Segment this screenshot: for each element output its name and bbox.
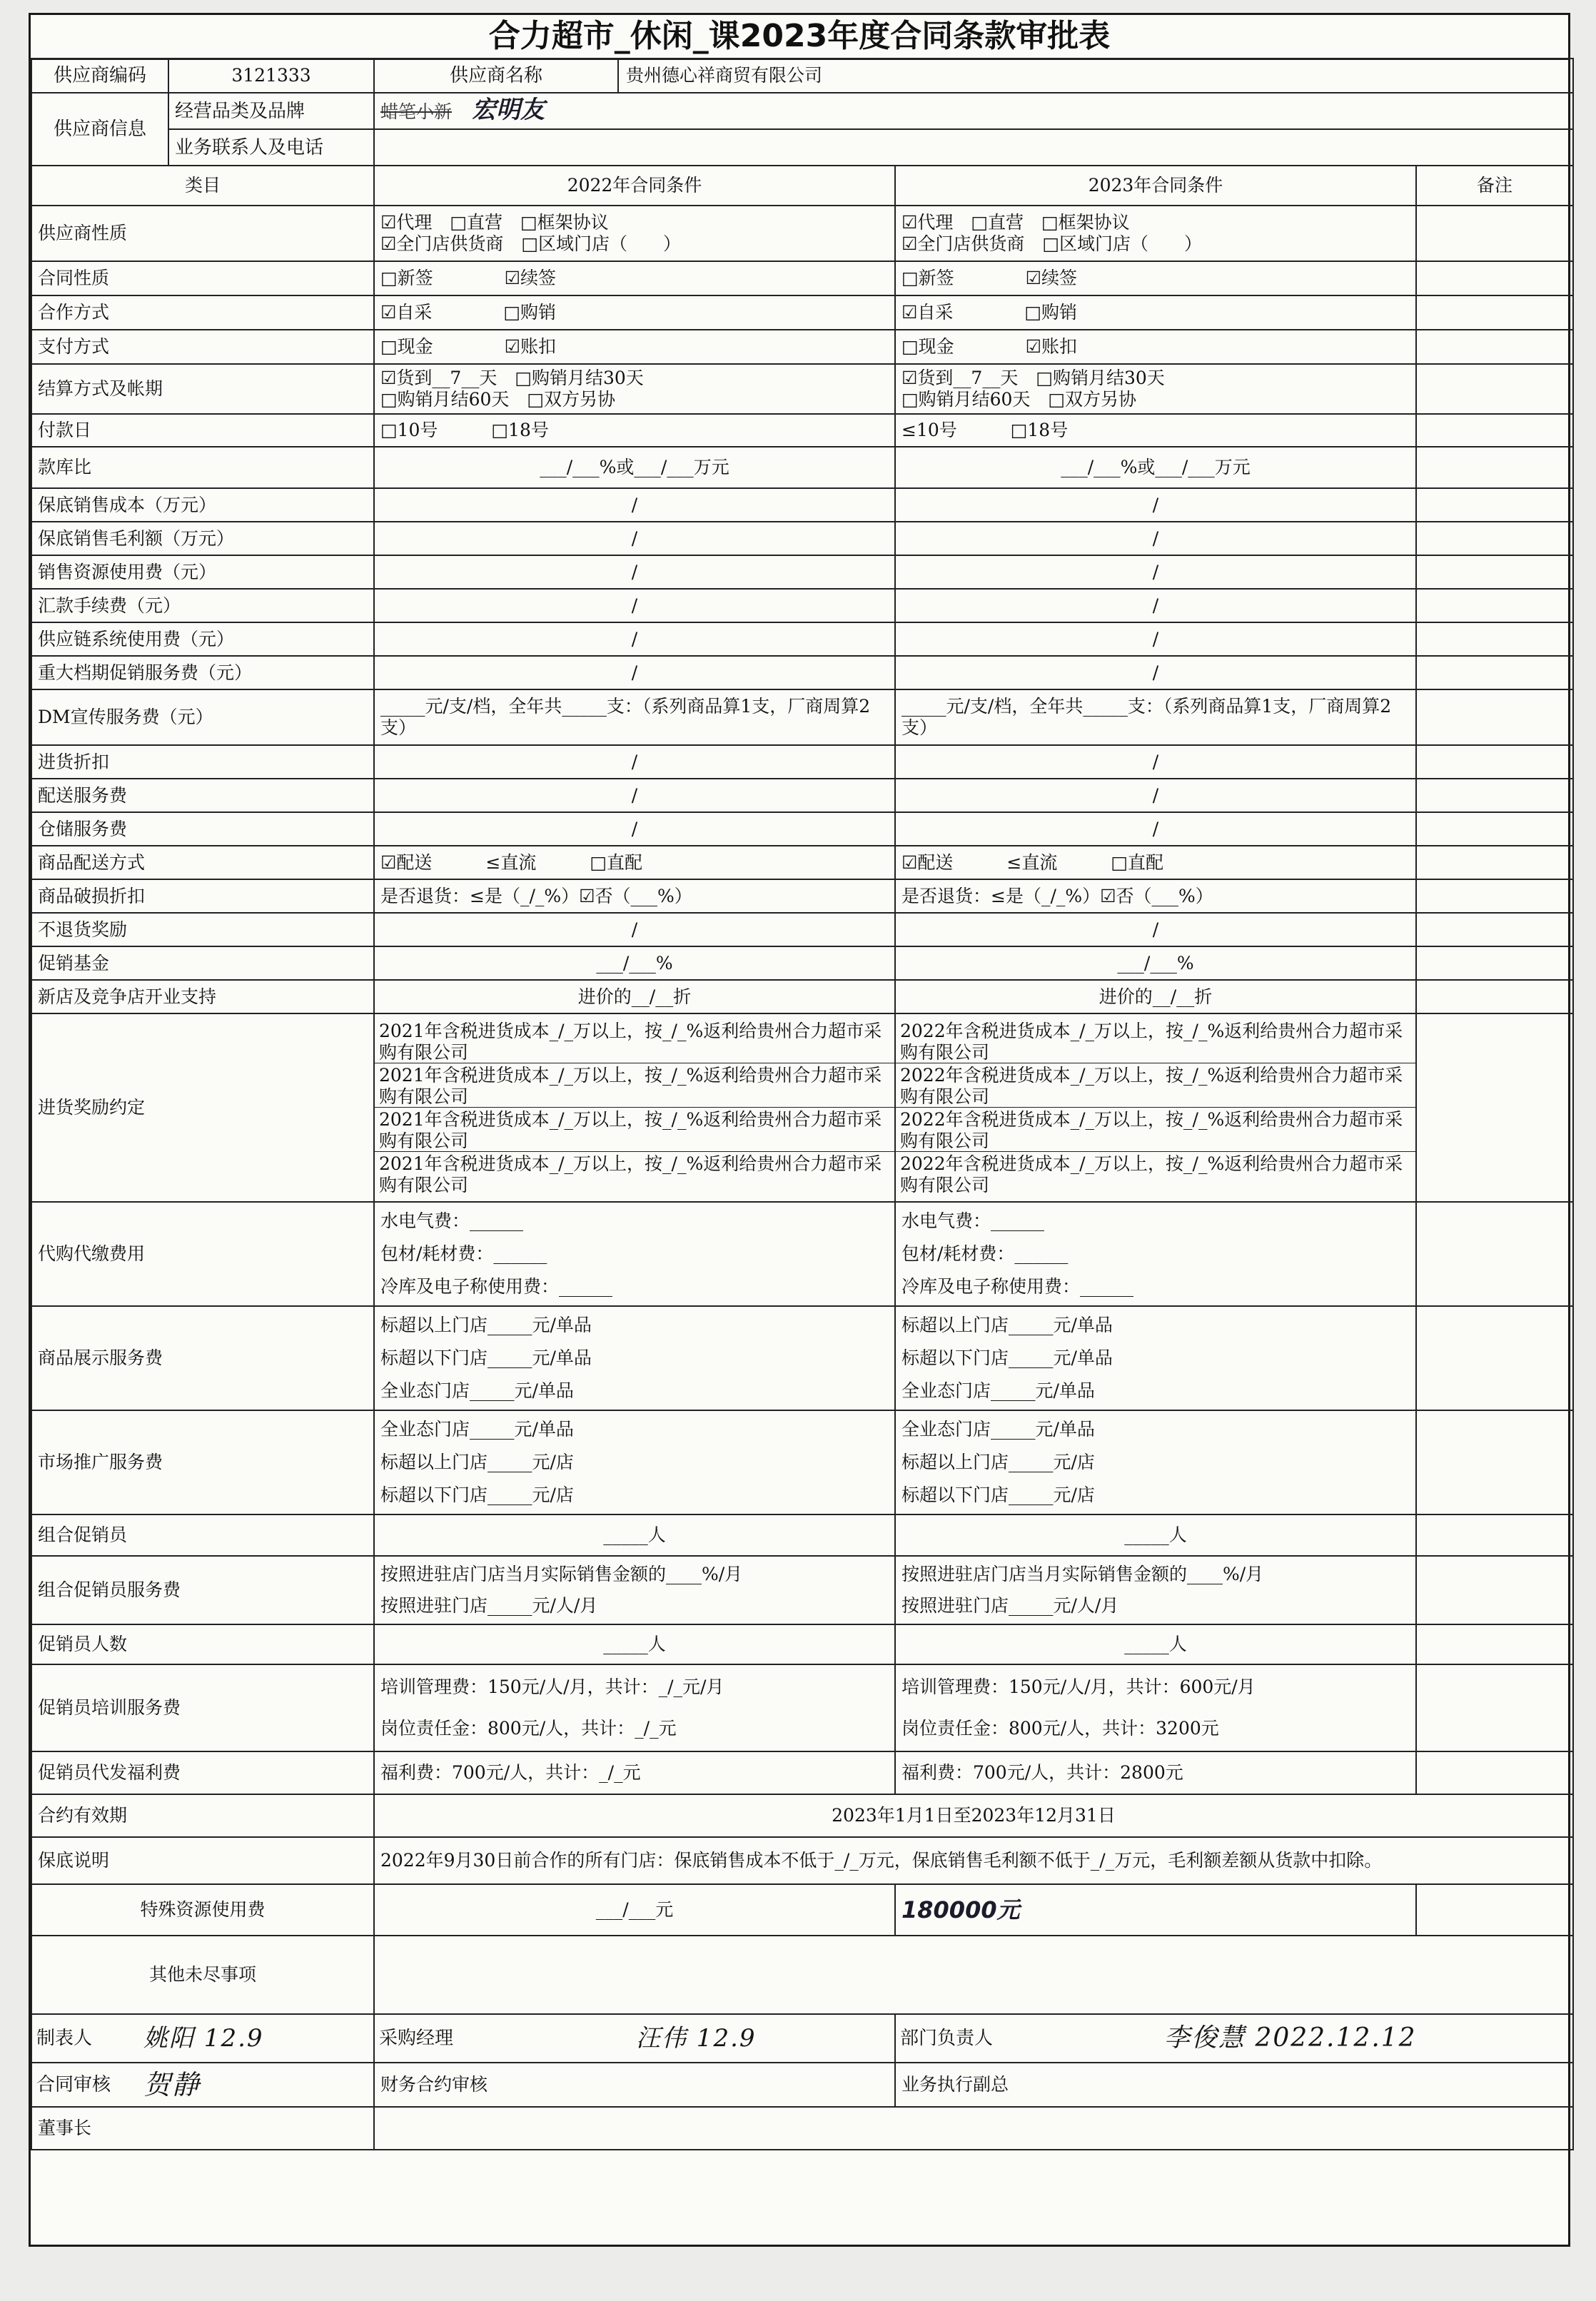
row-signatures-2	[31, 2063, 1573, 2107]
row-proxy-fee	[31, 1202, 1573, 1306]
label-sc-fee: 供应链系统使用费（元）	[31, 622, 374, 656]
label-group-promoter-fee: 组合促销员服务费	[31, 1556, 374, 1624]
label-coop: 合作方式	[31, 295, 374, 330]
finance-label: 财务合约审核	[374, 2063, 895, 2107]
label-discount: 进货折扣	[31, 745, 374, 779]
coop-2023: ☑自采 □购销	[895, 295, 1416, 330]
sc-fee-2023: /	[895, 622, 1416, 656]
label-pay-day: 付款日	[31, 414, 374, 447]
pay-day-2022: □10号 □18号	[374, 414, 895, 447]
group-promoter-fee-2023-line: 按照进驻门店_____元/人/月	[901, 1595, 1119, 1616]
row-res-fee	[31, 555, 1573, 589]
display-fee-2022-line: 全业态门店_____元/单品	[380, 1380, 574, 1401]
pay-method-2023: □现金 ☑账扣	[895, 330, 1416, 364]
min-cost-2022: /	[374, 488, 895, 522]
rebate-2022-line: 2021年含税进货成本_/_万以上，按_/_%返利给贵州合力超市采购有限公司	[375, 1019, 894, 1063]
label-min-cost: 保底销售成本（万元）	[31, 488, 374, 522]
discount-2023: /	[895, 745, 1416, 779]
row-remit-fee	[31, 589, 1573, 622]
proxy-fee-2023-line: 水电气费：______	[901, 1210, 1045, 1231]
label-res-fee: 销售资源使用费（元）	[31, 555, 374, 589]
row-discount	[31, 745, 1573, 779]
row-promo-fund	[31, 946, 1573, 980]
stock-ratio-2022: ___/___%或___/___万元	[374, 447, 895, 488]
group-promoter-2023: _____人	[895, 1514, 1416, 1556]
row-dm-fee	[31, 689, 1573, 745]
label-validity: 合约有效期	[31, 1794, 374, 1837]
pay-day-2023: ≤10号 □18号	[895, 414, 1416, 447]
delivery-mode-2023: ☑配送 ≤直流 □直配	[895, 846, 1416, 879]
nature-2022	[374, 206, 895, 261]
label-special-fee: 特殊资源使用费	[31, 1884, 374, 1936]
other-value	[374, 1936, 1573, 2014]
label-promoter-count: 促销员人数	[31, 1624, 374, 1664]
review-label: 合同审核	[36, 2074, 111, 2095]
market-fee-2023-line: 标超以下门店_____元/店	[901, 1485, 1095, 1505]
row-promo-fee	[31, 656, 1573, 689]
no-return-2023: /	[895, 913, 1416, 946]
rebate-2022-line: 2021年含税进货成本_/_万以上，按_/_%返利给贵州合力超市采购有限公司	[375, 1108, 894, 1152]
damage-2023: 是否退货：≤是（_/_%）☑否（___%）	[895, 879, 1416, 913]
settle-2022-line1: ☑货到__7__天 □购销月结30天	[380, 368, 644, 388]
row-group-promoter-fee	[31, 1556, 1573, 1624]
row-welfare-fee	[31, 1751, 1573, 1794]
form-title: 合力超市_休闲_课2023年度合同条款审批表	[31, 15, 1568, 60]
label-storage-fee: 仓储服务费	[31, 812, 374, 846]
row-pay-day	[31, 414, 1573, 447]
label-delivery-fee: 配送服务费	[31, 779, 374, 812]
market-fee-2022	[374, 1410, 895, 1514]
training-fee-2022-line: 岗位责任金：800元/人，共计：_/_元	[380, 1718, 677, 1739]
label-delivery-mode: 商品配送方式	[31, 846, 374, 879]
group-promoter-fee-2023-line: 按照进驻店门店当月实际销售金额的____%/月	[901, 1564, 1264, 1584]
welfare-fee-2023: 福利费：700元/人，共计：2800元	[895, 1751, 1416, 1794]
promoter-count-2022: _____人	[374, 1624, 895, 1664]
proxy-fee-2023	[895, 1202, 1416, 1306]
label-remit-fee: 汇款手续费（元）	[31, 589, 374, 622]
row-training-fee	[31, 1664, 1573, 1751]
training-fee-2022-line: 培训管理费：150元/人/月，共计：_/_元/月	[380, 1677, 724, 1697]
settle-2022-line2: □购销月结60天 □双方另协	[380, 389, 616, 410]
contact-label: 业务联系人及电话	[175, 136, 324, 158]
market-fee-2023-line: 标超以上门店_____元/店	[901, 1452, 1095, 1472]
contract-nature-2023: □新签 ☑续签	[895, 261, 1416, 295]
form-table	[31, 58, 1574, 2150]
dept-signature: 李俊慧 2022.12.12	[1164, 2023, 1417, 2053]
nature-2023-line1: ☑代理 □直营 □框架协议	[901, 212, 1130, 233]
min-cost-2023: /	[895, 488, 1416, 522]
approval-form	[29, 13, 1570, 2247]
special-fee-2022: ___/___元	[374, 1884, 895, 1936]
res-fee-2023: /	[895, 555, 1416, 589]
training-fee-2023-line: 培训管理费：150元/人/月，共计：600元/月	[901, 1677, 1256, 1697]
pay-method-2022: □现金 ☑账扣	[374, 330, 895, 364]
review-signature: 贺静	[143, 2069, 201, 2100]
display-fee-2022	[374, 1306, 895, 1410]
row-pay-method	[31, 330, 1573, 364]
label-rebate: 进货奖励约定	[31, 1013, 374, 1202]
row-min-cost	[31, 488, 1573, 522]
chairman-value	[374, 2107, 1573, 2150]
row-nature	[31, 206, 1573, 261]
label-promo-fee: 重大档期促销服务费（元）	[31, 656, 374, 689]
discount-2022: /	[374, 745, 895, 779]
buyer-label: 采购经理	[379, 2028, 454, 2049]
proxy-fee-2022-line: 水电气费：______	[380, 1210, 524, 1231]
promoter-count-2023: _____人	[895, 1624, 1416, 1664]
storage-fee-2023: /	[895, 812, 1416, 846]
damage-2022: 是否退货：≤是（_/_%）☑否（___%）	[374, 879, 895, 913]
label-damage: 商品破损折扣	[31, 879, 374, 913]
rebate-2022-line: 2021年含税进货成本_/_万以上，按_/_%返利给贵州合力超市采购有限公司	[379, 1153, 882, 1195]
label-min-margin: 保底销售毛利额（万元）	[31, 522, 374, 555]
row-coop	[31, 295, 1573, 330]
row-delivery-mode	[31, 846, 1573, 879]
special-fee-2023: 180000元	[895, 1884, 1416, 1936]
proxy-fee-2022-line: 包材/耗材费：______	[380, 1243, 547, 1264]
row-no-return	[31, 913, 1573, 946]
market-fee-2022-line: 标超以下门店_____元/店	[380, 1485, 574, 1505]
row-display-fee	[31, 1306, 1573, 1410]
label-contract-nature: 合同性质	[31, 261, 374, 295]
label-group-promoter: 组合促销员	[31, 1514, 374, 1556]
remit-fee-2022: /	[374, 589, 895, 622]
supplier-code-value: 3121333	[168, 59, 373, 92]
supplier-code-row	[31, 59, 1573, 93]
proxy-fee-2023-line: 冷库及电子称使用费：______	[901, 1276, 1134, 1297]
remit-fee-2023: /	[895, 589, 1416, 622]
market-fee-2023-line: 全业态门店_____元/单品	[901, 1419, 1095, 1440]
training-fee-2022	[374, 1664, 895, 1751]
no-return-2022: /	[374, 913, 895, 946]
delivery-fee-2022: /	[374, 779, 895, 812]
new-store-2023: 进价的__/__折	[895, 980, 1416, 1013]
label-training-fee: 促销员培训服务费	[31, 1664, 374, 1751]
display-fee-2023-line: 标超以上门店_____元/单品	[901, 1315, 1113, 1335]
row-group-promoter	[31, 1514, 1573, 1556]
promo-fee-2023: /	[895, 656, 1416, 689]
display-fee-2022-line: 标超以上门店_____元/单品	[380, 1315, 592, 1335]
stock-ratio-2023: ___/___%或___/___万元	[895, 447, 1416, 488]
display-fee-2022-line: 标超以下门店_____元/单品	[380, 1347, 592, 1368]
settle-2023-line2: □购销月结60天 □双方另协	[901, 389, 1137, 410]
contact-value	[374, 129, 1573, 166]
dm-fee-2023: _____元/支/档，全年共_____支：（系列商品算1支，厂商周算2支）	[895, 689, 1416, 745]
category-header: 类目	[31, 166, 374, 206]
maker-signature: 姚阳 12.9	[143, 2024, 264, 2053]
guarantee-value: 2022年9月30日前合作的所有门店：保底销售成本不低于_/_万元，保底销售毛利额不低于_/_万元，毛利额差额从货款中扣除。	[374, 1837, 1573, 1884]
supplier-info-label: 供应商信息	[53, 118, 146, 140]
category-struck-text: 蜡笔小新	[380, 101, 453, 122]
coop-2022: ☑自采 □购销	[374, 295, 895, 330]
vp-label: 业务执行副总	[895, 2063, 1573, 2107]
contract-nature-2022: □新签 ☑续签	[374, 261, 895, 295]
nature-2023-line2: ☑全门店供货商 □区域门店（ ）	[901, 233, 1203, 254]
row-storage-fee	[31, 812, 1573, 846]
category-handwritten: 宏明友	[471, 96, 545, 124]
supplier-code-label: 供应商编码	[53, 65, 146, 86]
label-stock-ratio: 款库比	[31, 447, 374, 488]
delivery-fee-2023: /	[895, 779, 1416, 812]
nature-2022-line1: ☑代理 □直营 □框架协议	[380, 212, 609, 233]
group-promoter-2022: _____人	[374, 1514, 895, 1556]
label-proxy-fee: 代购代缴费用	[31, 1202, 374, 1306]
dept-label: 部门负责人	[900, 2028, 994, 2049]
row-delivery-fee	[31, 779, 1573, 812]
promo-fund-2022: ___/___%	[374, 946, 895, 980]
row-settle	[31, 364, 1573, 414]
rebate-2023-line: 2022年含税进货成本_/_万以上，按_/_%返利给贵州合力超市采购有限公司	[896, 1063, 1415, 1108]
label-nature: 供应商性质	[31, 206, 374, 261]
new-store-2022: 进价的__/__折	[374, 980, 895, 1013]
row-rebate	[31, 1013, 1573, 1202]
label-dm-fee: DM宣传服务费（元）	[31, 689, 374, 745]
promo-fund-2023: ___/___%	[895, 946, 1416, 980]
row-promoter-count	[31, 1624, 1573, 1664]
nature-2023	[895, 206, 1416, 261]
min-margin-2023: /	[895, 522, 1416, 555]
label-pay-method: 支付方式	[31, 330, 374, 364]
delivery-mode-2022: ☑配送 ≤直流 □直配	[374, 846, 895, 879]
row-contract-nature	[31, 261, 1573, 295]
display-fee-2023	[895, 1306, 1416, 1410]
row-min-margin	[31, 522, 1573, 555]
rebate-2023-line: 2022年含税进货成本_/_万以上，按_/_%返利给贵州合力超市采购有限公司	[896, 1108, 1415, 1152]
label-promo-fund: 促销基金	[31, 946, 374, 980]
chairman-label: 董事长	[31, 2107, 374, 2150]
market-fee-2023	[895, 1410, 1416, 1514]
label-market-fee: 市场推广服务费	[31, 1410, 374, 1514]
row-guarantee	[31, 1837, 1573, 1884]
settle-2023-line1: ☑货到__7__天 □购销月结30天	[901, 368, 1165, 388]
supplier-name-label: 供应商名称	[449, 65, 542, 86]
label-new-store: 新店及竞争店开业支持	[31, 980, 374, 1013]
settle-2023	[895, 364, 1416, 414]
supplier-category-row	[31, 93, 1573, 129]
group-promoter-fee-2022-line: 按照进驻店门店当月实际销售金额的____%/月	[380, 1564, 743, 1584]
group-promoter-fee-2023	[895, 1556, 1416, 1624]
row-market-fee	[31, 1410, 1573, 1514]
rebate-2023-line: 2022年含税进货成本_/_万以上，按_/_%返利给贵州合力超市采购有限公司	[900, 1153, 1403, 1195]
proxy-fee-2022-line: 冷库及电子称使用费：______	[380, 1276, 613, 1297]
min-margin-2022: /	[374, 522, 895, 555]
proxy-fee-2022	[374, 1202, 895, 1306]
proxy-fee-2023-line: 包材/耗材费：______	[901, 1243, 1069, 1264]
maker-label: 制表人	[36, 2028, 93, 2049]
label-settle: 结算方式及帐期	[31, 364, 374, 414]
header-remark: 备注	[1416, 166, 1573, 206]
dm-fee-2022: _____元/支/档，全年共_____支：（系列商品算1支，厂商周算2支）	[374, 689, 895, 745]
row-special-fee	[31, 1884, 1573, 1936]
market-fee-2022-line: 标超以上门店_____元/店	[380, 1452, 574, 1472]
header-row	[31, 166, 1573, 206]
row-stock-ratio	[31, 447, 1573, 488]
validity-value: 2023年1月1日至2023年12月31日	[374, 1794, 1573, 1837]
header-2022: 2022年合同条件	[374, 166, 895, 206]
rebate-2022-line: 2021年含税进货成本_/_万以上，按_/_%返利给贵州合力超市采购有限公司	[375, 1063, 894, 1108]
display-fee-2023-line: 标超以下门店_____元/单品	[901, 1347, 1113, 1368]
storage-fee-2022: /	[374, 812, 895, 846]
row-new-store	[31, 980, 1573, 1013]
promo-fee-2022: /	[374, 656, 895, 689]
buyer-signature: 汪伟 12.9	[636, 2024, 757, 2053]
group-promoter-fee-2022-line: 按照进驻门店_____元/人/月	[380, 1595, 598, 1616]
label-no-return: 不退货奖励	[31, 913, 374, 946]
label-guarantee: 保底说明	[31, 1837, 374, 1884]
label-display-fee: 商品展示服务费	[31, 1306, 374, 1410]
settle-2022	[374, 364, 895, 414]
res-fee-2022: /	[374, 555, 895, 589]
row-signatures-1	[31, 2014, 1573, 2063]
display-fee-2023-line: 全业态门店_____元/单品	[901, 1380, 1095, 1401]
row-sc-fee	[31, 622, 1573, 656]
label-welfare-fee: 促销员代发福利费	[31, 1751, 374, 1794]
nature-2022-line2: ☑全门店供货商 □区域门店（ ）	[380, 233, 682, 254]
training-fee-2023-line: 岗位责任金：800元/人，共计：3200元	[901, 1718, 1219, 1739]
header-2023: 2023年合同条件	[895, 166, 1416, 206]
rebate-2023	[895, 1013, 1416, 1202]
category-brand-label: 经营品类及品牌	[169, 93, 373, 130]
sc-fee-2022: /	[374, 622, 895, 656]
group-promoter-fee-2022	[374, 1556, 895, 1624]
supplier-name-value: 贵州德心祥商贸有限公司	[617, 59, 1572, 92]
welfare-fee-2022: 福利费：700元/人，共计：_/_元	[374, 1751, 895, 1794]
label-other: 其他未尽事项	[31, 1936, 374, 2014]
row-signatures-3	[31, 2107, 1573, 2150]
rebate-2022	[374, 1013, 895, 1202]
row-validity	[31, 1794, 1573, 1837]
rebate-2023-line: 2022年含税进货成本_/_万以上，按_/_%返利给贵州合力超市采购有限公司	[896, 1019, 1415, 1063]
row-damage	[31, 879, 1573, 913]
market-fee-2022-line: 全业态门店_____元/单品	[380, 1419, 574, 1440]
training-fee-2023	[895, 1664, 1416, 1751]
row-other	[31, 1936, 1573, 2014]
